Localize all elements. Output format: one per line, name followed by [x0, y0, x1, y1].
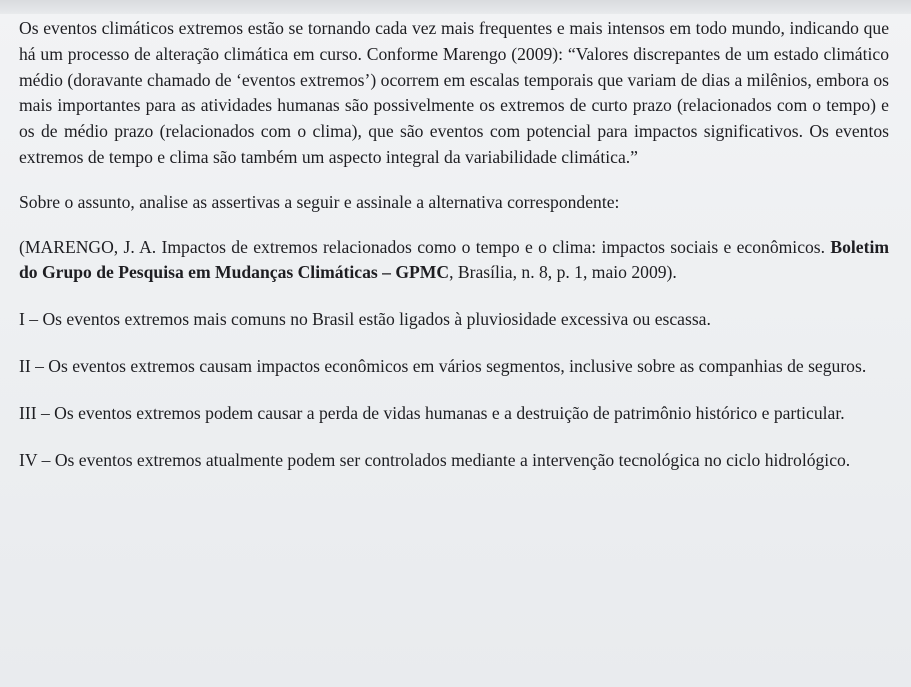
reference-title: Boletim do Grupo de Pesquisa em Mudanças Climáticas – GPMC [19, 236, 889, 283]
assertion-1: I – Os eventos extremos mais comuns no Brasil estão ligados à pluviosidade excessiva ou escassa. [19, 309, 711, 330]
question-text-block [19, 16, 889, 473]
reference-suffix: , Brasília, n. 8, p. 1, maio 2009). [449, 262, 677, 283]
assertion-2: II – Os eventos extremos causam impactos econômicos em vários segmentos, inclusive sobre as companhias de seguros. [19, 355, 867, 376]
instruction-paragraph: Sobre o assunto, analise as assertivas a seguir e assinale a alternativa correspondente: [19, 191, 620, 212]
intro-paragraph: Os eventos climáticos extremos estão se tornando cada vez mais frequentes e mais intensos em todo mundo, indicando que há um processo de alteração climática em curso. Conforme Marengo (2009): “Valores discrepantes de um estado climático médio (doravante chamado de ‘eventos extremos’) ocorrem em escalas temporais que variam de dias a milênios, embora os mais importantes para as atividades humanas são possivelmente os extremos de curto prazo (relacionados com o tempo) e os de médio prazo (relacionados com o clima), que são eventos com potencial para impactos significativos. Os eventos extremos de tempo e clima são também um aspecto integral da variabilidade climática.” [19, 18, 889, 167]
screen-top-edge [0, 0, 911, 14]
assertion-4: IV – Os eventos extremos atualmente podem ser controlados mediante a intervenção tecnológica no ciclo hidrológico. [19, 449, 851, 470]
assertion-3: III – Os eventos extremos podem causar a perda de vidas humanas e a destruição de patrimônio histórico e particular. [19, 402, 845, 423]
reference-prefix: (MARENGO, J. A. Impactos de extremos relacionados como o tempo e o clima: impactos sociais e econômicos. [19, 236, 831, 257]
reference-paragraph [19, 235, 889, 287]
